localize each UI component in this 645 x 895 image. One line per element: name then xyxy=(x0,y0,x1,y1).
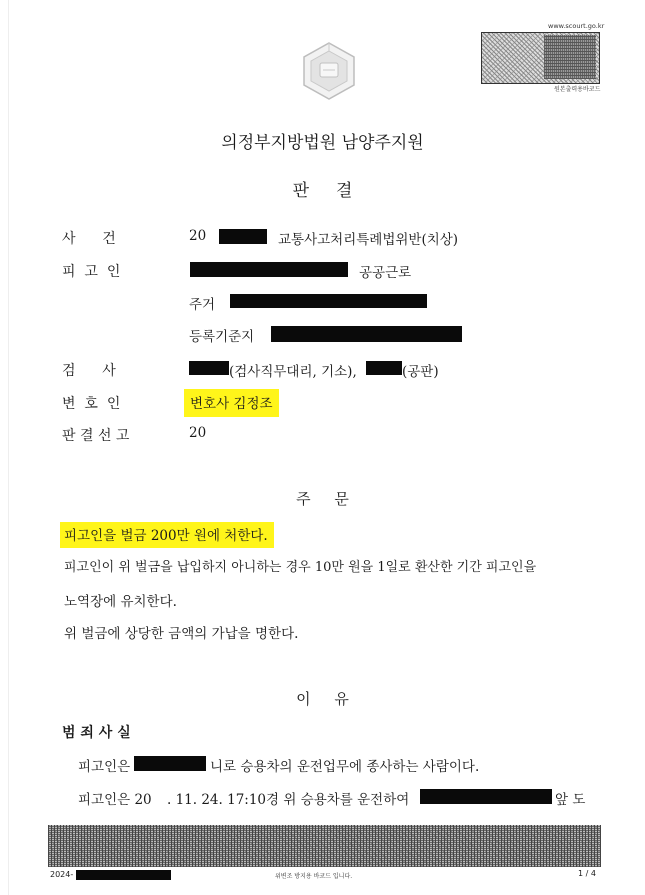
case-number-prefix: 20 xyxy=(189,228,207,244)
page-number: 1 / 4 xyxy=(578,869,596,878)
print-barcode-pattern xyxy=(544,35,596,79)
redaction-prosecutor-2 xyxy=(366,361,402,375)
ruling-line-2: 피고인이 위 벌금을 납입하지 아니하는 경우 10만 원을 1일로 환산한 기간 피고인을 xyxy=(64,560,537,575)
print-barcode xyxy=(481,32,600,84)
prosecutor-2-role: (공판) xyxy=(402,364,439,380)
facts-para-1-start: 피고인은 xyxy=(78,759,131,775)
document-title: 판 결 xyxy=(292,181,353,201)
facts-para-2-end: 앞 도 xyxy=(555,792,586,808)
reasons-heading: 이 유 xyxy=(296,690,349,708)
redaction-address xyxy=(230,294,427,308)
anti-forgery-notice: 위변조 방지용 바코드 입니다. xyxy=(275,873,353,880)
attorney-label: 변 호 인 xyxy=(62,396,121,412)
prosecutor-1-role: (검사직무대리, 기소), xyxy=(229,364,357,380)
facts-para-1-end: 니로 승용차의 운전업무에 종사하는 사람이다. xyxy=(210,759,480,775)
ruling-line-3: 노역장에 유치한다. xyxy=(64,594,177,610)
verdict-date: 20 xyxy=(189,425,207,441)
redaction-prosecutor-1 xyxy=(189,361,229,375)
defendant-job: 공공근로 xyxy=(359,265,412,281)
registry-label: 등록기준지 xyxy=(189,329,255,345)
redaction-defendant-name xyxy=(190,262,348,277)
facts-para-2-middle: . 11. 24. 17:10경 위 승용차를 운전하여 xyxy=(167,792,410,808)
redaction-location xyxy=(420,789,552,804)
ruling-heading: 주 문 xyxy=(296,490,349,508)
address-label: 주거 xyxy=(189,297,216,313)
defendant-label: 피 고 인 xyxy=(62,264,121,280)
ruling-line-4: 위 벌금에 상당한 금액의 가납을 명한다. xyxy=(64,626,299,642)
redaction-employer xyxy=(134,756,206,771)
redaction-document-number xyxy=(76,870,171,880)
barcode-caption: 원본출력용바코드 xyxy=(554,86,601,93)
document-number: 2024- xyxy=(50,870,74,879)
anti-forgery-barcode xyxy=(48,825,601,867)
case-name: 교통사고처리특례법위반(치상) xyxy=(278,232,459,248)
case-label: 사 건 xyxy=(62,231,116,247)
redaction-case-number xyxy=(219,229,267,244)
facts-para-2-start: 피고인은 20 xyxy=(78,792,152,808)
court-emblem-icon xyxy=(296,40,362,102)
crime-facts-heading: 범 죄 사 실 xyxy=(62,725,131,741)
ruling-sentence: 피고인을 벌금 200만 원에 처한다. xyxy=(60,522,274,548)
court-name: 의정부지방법원 남양주지원 xyxy=(221,133,424,153)
attorney-name: 변호사 김정조 xyxy=(184,389,279,417)
redaction-registry xyxy=(271,326,462,342)
site-url: www.scourt.go.kr xyxy=(548,22,605,30)
prosecutor-label: 검 사 xyxy=(62,363,116,379)
verdict-date-label: 판 결 선 고 xyxy=(62,428,130,444)
